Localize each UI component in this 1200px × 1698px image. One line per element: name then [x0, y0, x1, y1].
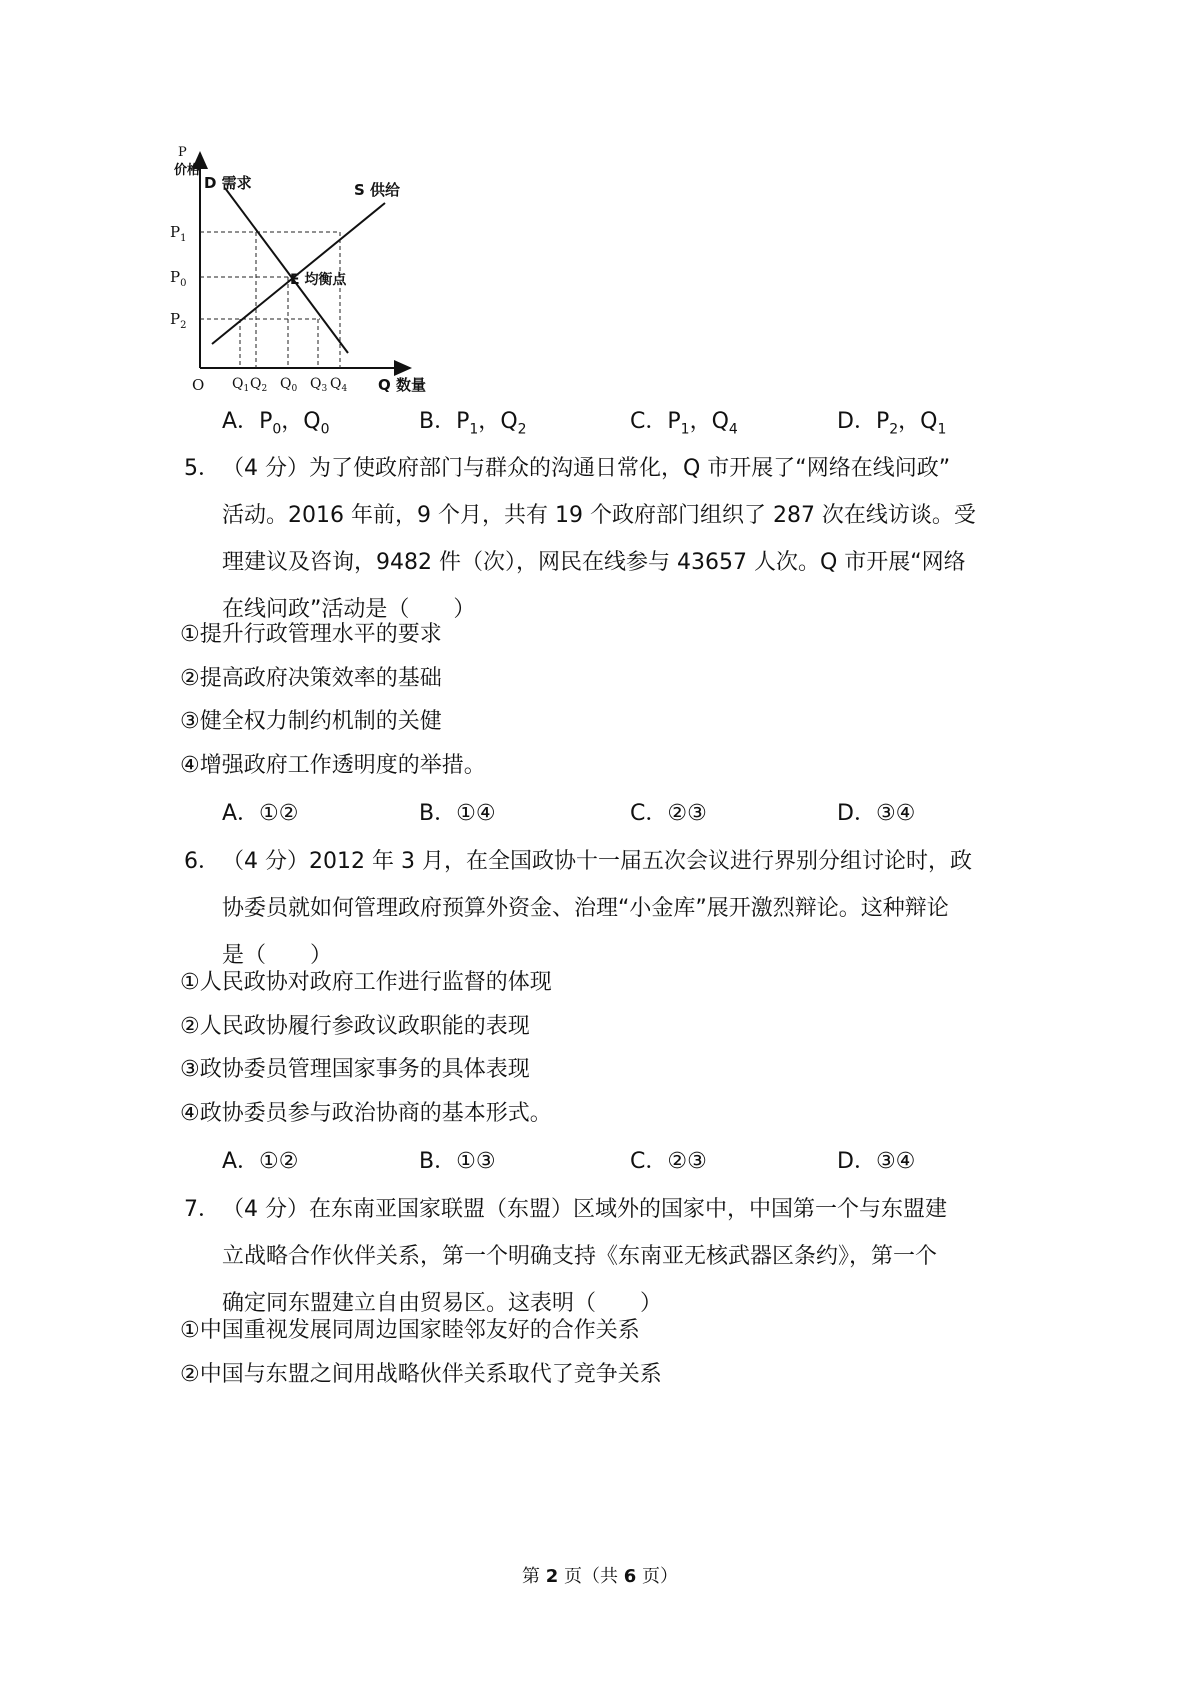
q5-options: [222, 796, 982, 826]
q5-statement-2: ②提高政府决策效率的基础: [180, 666, 442, 691]
q7-statement-2: ②中国与东盟之间用战略伙伴关系取代了竞争关系: [180, 1362, 662, 1387]
p0-tick-label: $P_0$: [170, 268, 187, 289]
question-5: [184, 445, 1020, 633]
q6-option-b: B．①③: [419, 1149, 496, 1174]
q5-statement-3: ③健全权力制约机制的关健: [180, 709, 442, 734]
q4-option-c: C．$P_1$，$Q_4$: [630, 409, 738, 438]
question-number: 5．: [184, 456, 220, 481]
q3-tick-label: $Q_3$: [310, 376, 328, 394]
q4-options: [222, 404, 982, 438]
q5-option-d: D．③④: [837, 801, 916, 826]
q6-options: [222, 1144, 982, 1174]
q4-tick-label: $Q_4$: [330, 376, 348, 394]
q4-option-a: A．$P_0$，$Q_0$: [222, 409, 330, 438]
question-text-line: 是（ ）: [222, 943, 333, 968]
question-text-line: 确定同东盟建立自由贸易区。这表明（ ）: [222, 1291, 663, 1316]
equilibrium-label: E 均衡点: [290, 272, 347, 288]
page-number: 2: [545, 1566, 559, 1587]
price-axis-label: 价格: [174, 163, 201, 178]
q5-statement-1: ①提升行政管理水平的要求: [180, 622, 442, 647]
q5-option-a: A．①②: [222, 801, 299, 826]
guide-lines: [200, 232, 340, 368]
question-6: [184, 838, 1020, 979]
question-text-line: （4 分）2012 年 3 月，在全国政协十一届五次会议进行界别分组讨论时，政: [222, 849, 972, 874]
x-axis-label: Q 数量: [378, 376, 426, 394]
q4-option-b: B．$P_1$，$Q_2$: [419, 409, 527, 438]
question-text-line: （4 分）在东南亚国家联盟（东盟）区域外的国家中，中国第一个与东盟建: [222, 1197, 947, 1222]
question-text-line: （4 分）为了使政府部门与群众的沟通日常化，Q 市开展了“网络在线问政”: [222, 456, 951, 481]
q5-statement-4: ④增强政府工作透明度的举措。: [180, 753, 486, 778]
question-7: [184, 1186, 1020, 1327]
p1-tick-label: $P_1$: [170, 223, 187, 244]
supply-label: S 供给: [354, 181, 401, 199]
q6-option-a: A．①②: [222, 1149, 299, 1174]
q6-option-c: C．②③: [630, 1149, 707, 1174]
q6-statement-2: ②人民政协履行参政议政职能的表现: [180, 1014, 530, 1039]
q6-statement-3: ③政协委员管理国家事务的具体表现: [180, 1057, 530, 1082]
page-footer: 第 2 页（共 6 页）: [522, 1566, 678, 1587]
question-text-line: 活动。2016 年前，9 个月，共有 19 个政府部门组织了 287 次在线访谈。受: [222, 503, 976, 528]
q7-statement-1: ①中国重视发展同周边国家睦邻友好的合作关系: [180, 1318, 640, 1343]
supply-demand-svg: [170, 145, 480, 428]
q5-option-c: C．②③: [630, 801, 707, 826]
q6-statement-4: ④政协委员参与政治协商的基本形式。: [180, 1101, 552, 1126]
q0-tick-label: $Q_0$: [280, 376, 298, 394]
supply-demand-figure: [170, 145, 480, 428]
question-number: 6．: [184, 849, 220, 874]
q2-tick-label: $Q_2$: [250, 376, 268, 394]
question-text-line: 理建议及咨询，9482 件（次），网民在线参与 43657 人次。Q 市开展“网络: [222, 550, 966, 575]
q6-statement-1: ①人民政协对政府工作进行监督的体现: [180, 970, 552, 995]
question-number: 7．: [184, 1197, 220, 1222]
q1-tick-label: $Q_1$: [232, 376, 250, 394]
q4-option-d: D．$P_2$，$Q_1$: [837, 409, 947, 438]
question-text-line: 协委员就如何管理政府预算外资金、治理“小金库”展开激烈辩论。这种辩论: [222, 896, 949, 921]
question-text-line: 在线问政”活动是（ ）: [222, 597, 476, 622]
q6-option-d: D．③④: [837, 1149, 916, 1174]
demand-curve: [225, 188, 348, 353]
page-total: 6: [623, 1566, 637, 1587]
q5-option-b: B．①④: [419, 801, 496, 826]
question-text-line: 立战略合作伙伴关系，第一个明确支持《东南亚无核武器区条约》，第一个: [222, 1244, 938, 1269]
origin-label: O: [192, 376, 205, 394]
demand-label: D 需求: [204, 174, 252, 192]
p2-tick-label: $P_2$: [170, 310, 187, 331]
p-axis-label: P: [178, 145, 187, 160]
